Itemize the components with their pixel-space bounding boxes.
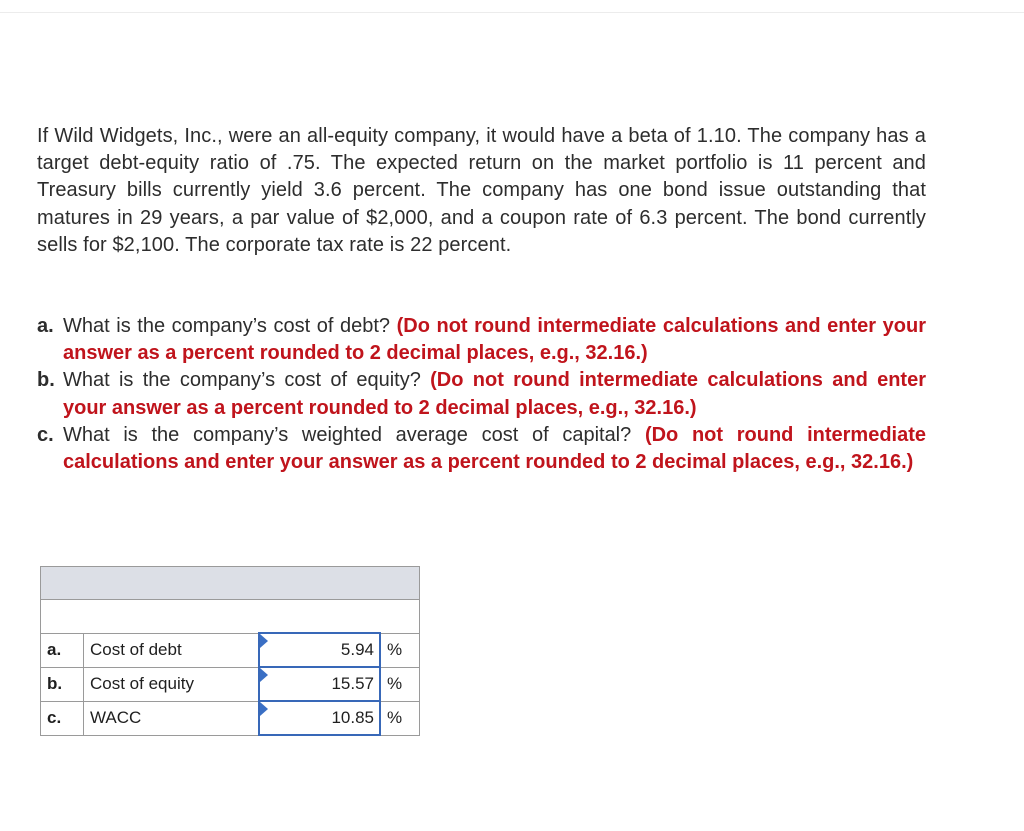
question-a — [37, 313, 926, 367]
question-b — [37, 367, 926, 421]
question-letter: a. — [37, 315, 54, 337]
question-text: What is the company’s cost of debt? — [63, 315, 391, 337]
row-letter: c. — [41, 701, 84, 735]
input-value: 5.94 — [340, 640, 374, 659]
row-letter: b. — [41, 667, 84, 701]
question-list — [37, 313, 926, 476]
row-label: Cost of equity — [84, 667, 260, 701]
row-label: Cost of debt — [84, 633, 260, 667]
question-letter: c. — [37, 423, 54, 446]
cost-of-debt-input[interactable] — [259, 633, 380, 667]
question-text: What is the company’s weighted average cost of capital? — [63, 423, 632, 446]
percent-unit: % — [380, 701, 420, 735]
problem-statement: If Wild Widgets, Inc., were an all-equity company, it would have a beta of 1.10. The company has a target debt-equity ratio of .75. The expected return on the market portfolio is 11 percent and Treasury bills currently yield 3.6 percent. The company has one bond issue outstanding that matures in 29 years, a par value of $2,000, and a coupon rate of 6.3 percent. The bond currently sells for $2,100. The corporate tax rate is 22 percent. — [37, 125, 926, 256]
answer-table — [40, 566, 420, 736]
input-marker-icon — [260, 702, 268, 716]
answer-row-cost-of-debt — [41, 633, 420, 667]
question-letter: b. — [37, 369, 55, 392]
question-instruction: (Do not round intermediate calculations and enter your answer as a percent rounded to 2 decimal places, e.g., 32.16.) — [63, 423, 926, 474]
input-marker-icon — [260, 668, 268, 682]
question-instruction: (Do not round intermediate calculations and enter your answer as a percent rounded to 2 decimal places, e.g., 32.16.) — [63, 315, 926, 365]
percent-unit: % — [380, 667, 420, 701]
row-letter: a. — [41, 633, 84, 667]
top-divider — [0, 12, 1024, 13]
input-marker-icon — [260, 634, 268, 648]
answer-table-header — [41, 567, 420, 600]
question-c — [37, 422, 926, 476]
cost-of-equity-input[interactable] — [259, 667, 380, 701]
question-instruction: (Do not round intermediate calculations and enter your answer as a percent rounded to 2 decimal places, e.g., 32.16.) — [63, 369, 927, 419]
wacc-input[interactable] — [259, 701, 380, 735]
question-text: What is the company’s cost of equity? — [63, 369, 421, 392]
row-label: WACC — [84, 701, 260, 735]
answer-row-cost-of-equity — [41, 667, 420, 701]
input-value: 15.57 — [331, 674, 374, 693]
percent-unit: % — [380, 633, 420, 667]
input-value: 10.85 — [331, 708, 374, 727]
answer-row-wacc — [41, 701, 420, 735]
